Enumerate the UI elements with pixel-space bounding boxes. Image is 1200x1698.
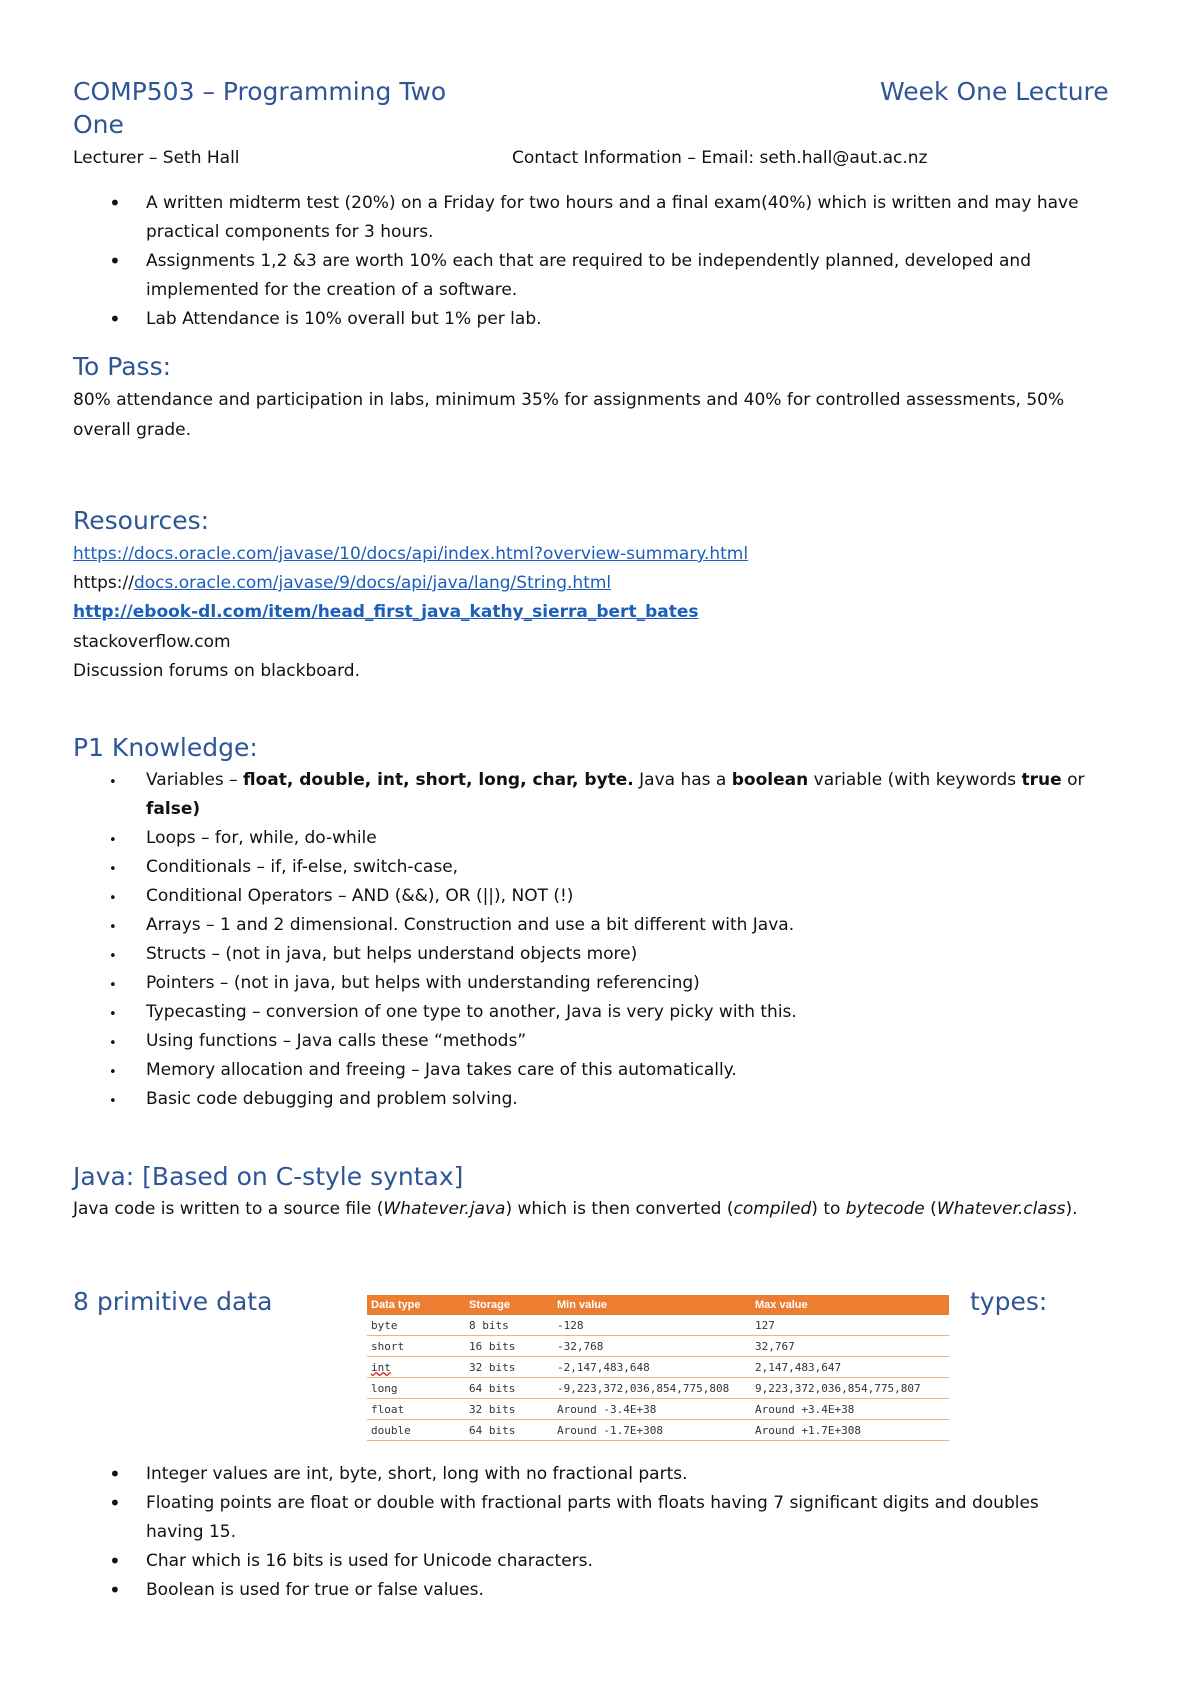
primitive-types-table <box>367 1295 949 1441</box>
table-cell: Around -3.4E+38 <box>553 1399 751 1420</box>
list-item: • Integer values are int, byte, short, long with no fractional parts. <box>73 1460 1133 1489</box>
table-cell: Around -1.7E+308 <box>553 1420 751 1441</box>
table-cell: Around +1.7E+308 <box>751 1420 949 1441</box>
table-row <box>367 1399 949 1420</box>
list-item: • Arrays – 1 and 2 dimensional. Construction and use a bit different with Java. <box>73 911 1133 940</box>
list-item: • Lab Attendance is 10% overall but 1% per lab. <box>73 305 1133 334</box>
table-cell: long <box>367 1378 465 1399</box>
table-cell: double <box>367 1420 465 1441</box>
table-cell: 2,147,483,647 <box>751 1357 949 1378</box>
list-item: • Basic code debugging and problem solving. <box>73 1085 1133 1114</box>
table-cell: 127 <box>751 1315 949 1336</box>
lecturer-line: Lecturer – Seth Hall <box>73 148 240 168</box>
bullet-icon: • <box>109 1578 121 1602</box>
table-cell: Around +3.4E+38 <box>751 1399 949 1420</box>
list-item: • Pointers – (not in java, but helps with understanding referencing) <box>73 969 1133 998</box>
oracle-api-link[interactable]: https://docs.oracle.com/javase/10/docs/api/index.html?overview-summary.html <box>73 544 749 564</box>
stackoverflow-text: stackoverflow.com <box>73 632 231 652</box>
forums-text: Discussion forums on blackboard. <box>73 661 360 681</box>
list-item: • Char which is 16 bits is used for Unicode characters. <box>73 1547 1133 1576</box>
table-cell: int <box>367 1357 465 1378</box>
ebook-link[interactable]: http://ebook-dl.com/item/head_first_java_kathy_sierra_bert_bates <box>73 602 699 622</box>
column-header: Data type <box>367 1295 465 1315</box>
table-row <box>367 1420 949 1441</box>
table-cell: -32,768 <box>553 1336 751 1357</box>
primitive-types-heading: 8 primitive data <box>73 1287 273 1316</box>
table-cell: 32,767 <box>751 1336 949 1357</box>
list-item: having 15. <box>146 1522 236 1542</box>
contact-line: Contact Information – Email: seth.hall@aut.ac.nz <box>512 148 928 168</box>
table-row <box>367 1315 949 1336</box>
to-pass-text: 80% attendance and participation in labs, minimum 35% for assignments and 40% for controlled assessments, 50% <box>73 390 1065 410</box>
list-item: • Conditionals – if, if-else, switch-case, <box>73 853 1133 882</box>
course-title-continued: One <box>73 110 124 139</box>
list-item: • Loops – for, while, do-while <box>73 824 1133 853</box>
java-description: Java code is written to a source file (Whatever.java) which is then converted (compiled) to bytecode (Whatever.class). <box>73 1199 1078 1219</box>
link-prefix: https:// <box>73 573 134 593</box>
bullet-icon: • <box>109 1549 121 1573</box>
column-header: Min value <box>553 1295 751 1315</box>
java-heading: Java: [Based on C-style syntax] <box>73 1162 464 1191</box>
list-item: • Floating points are float or double with fractional parts with floats having 7 significant digits and doubles <box>73 1489 1133 1518</box>
lecture-title: Week One Lecture <box>880 77 1109 106</box>
list-item: false) <box>146 799 201 819</box>
list-item: • A written midterm test (20%) on a Friday for two hours and a final exam(40%) which is written and may have <box>73 189 1133 218</box>
column-header: Max value <box>751 1295 949 1315</box>
list-item: practical components for 3 hours. <box>146 222 434 242</box>
bullet-icon: • <box>109 833 117 848</box>
bullet-icon: • <box>109 307 121 331</box>
resources-heading: Resources: <box>73 506 210 535</box>
bullet-icon: • <box>109 862 117 877</box>
table-row <box>367 1336 949 1357</box>
bullet-icon: • <box>109 920 117 935</box>
bullet-icon: • <box>109 191 121 215</box>
column-header: Storage <box>465 1295 553 1315</box>
table-cell: short <box>367 1336 465 1357</box>
bullet-icon: • <box>109 249 121 273</box>
p1-knowledge-heading: P1 Knowledge: <box>73 733 258 762</box>
list-item: • Typecasting – conversion of one type to another, Java is very picky with this. <box>73 998 1133 1027</box>
list-item: • Conditional Operators – AND (&&), OR (||), NOT (!) <box>73 882 1133 911</box>
to-pass-text-continued: overall grade. <box>73 420 192 440</box>
table-cell: -9,223,372,036,854,775,808 <box>553 1378 751 1399</box>
bullet-icon: • <box>109 1007 117 1022</box>
primitive-types-heading-end: types: <box>970 1287 1048 1316</box>
list-item: implemented for the creation of a software. <box>146 280 518 300</box>
table-cell: 8 bits <box>465 1315 553 1336</box>
to-pass-heading: To Pass: <box>73 352 172 381</box>
table-row <box>367 1357 949 1378</box>
table-cell: 16 bits <box>465 1336 553 1357</box>
table-cell: 64 bits <box>465 1420 553 1441</box>
bullet-icon: • <box>109 978 117 993</box>
table-cell: float <box>367 1399 465 1420</box>
list-item: • Assignments 1,2 &3 are worth 10% each that are required to be independently planned, developed and <box>73 247 1133 276</box>
p1-knowledge-list <box>73 766 1133 1114</box>
list-item: • Boolean is used for true or false values. <box>73 1576 1133 1605</box>
bullet-icon: • <box>109 1491 121 1515</box>
bullet-icon: • <box>109 949 117 964</box>
table-cell: -2,147,483,648 <box>553 1357 751 1378</box>
oracle-string-link[interactable]: docs.oracle.com/javase/9/docs/api/java/lang/String.html <box>133 573 612 593</box>
table-cell: 32 bits <box>465 1357 553 1378</box>
table-row <box>367 1378 949 1399</box>
course-title: COMP503 – Programming Two <box>73 77 447 106</box>
table-cell: 32 bits <box>465 1399 553 1420</box>
bullet-icon: • <box>109 1462 121 1486</box>
table-header-row <box>367 1295 949 1315</box>
bullet-icon: • <box>109 1094 117 1109</box>
bullet-icon: • <box>109 1036 117 1051</box>
primitive-types-list <box>73 1460 1133 1605</box>
table-cell: 9,223,372,036,854,775,807 <box>751 1378 949 1399</box>
bullet-icon: • <box>109 891 117 906</box>
table-cell: byte <box>367 1315 465 1336</box>
assessment-list <box>73 189 1133 334</box>
table-cell: 64 bits <box>465 1378 553 1399</box>
list-item: • Variables – float, double, int, short, long, char, byte. Java has a boolean variable (with keywords true or <box>73 766 1133 795</box>
bullet-icon: • <box>109 1065 117 1080</box>
list-item: • Memory allocation and freeing – Java takes care of this automatically. <box>73 1056 1133 1085</box>
table-cell: -128 <box>553 1315 751 1336</box>
list-item: • Using functions – Java calls these “methods” <box>73 1027 1133 1056</box>
bullet-icon: • <box>109 775 117 790</box>
list-item: • Structs – (not in java, but helps understand objects more) <box>73 940 1133 969</box>
